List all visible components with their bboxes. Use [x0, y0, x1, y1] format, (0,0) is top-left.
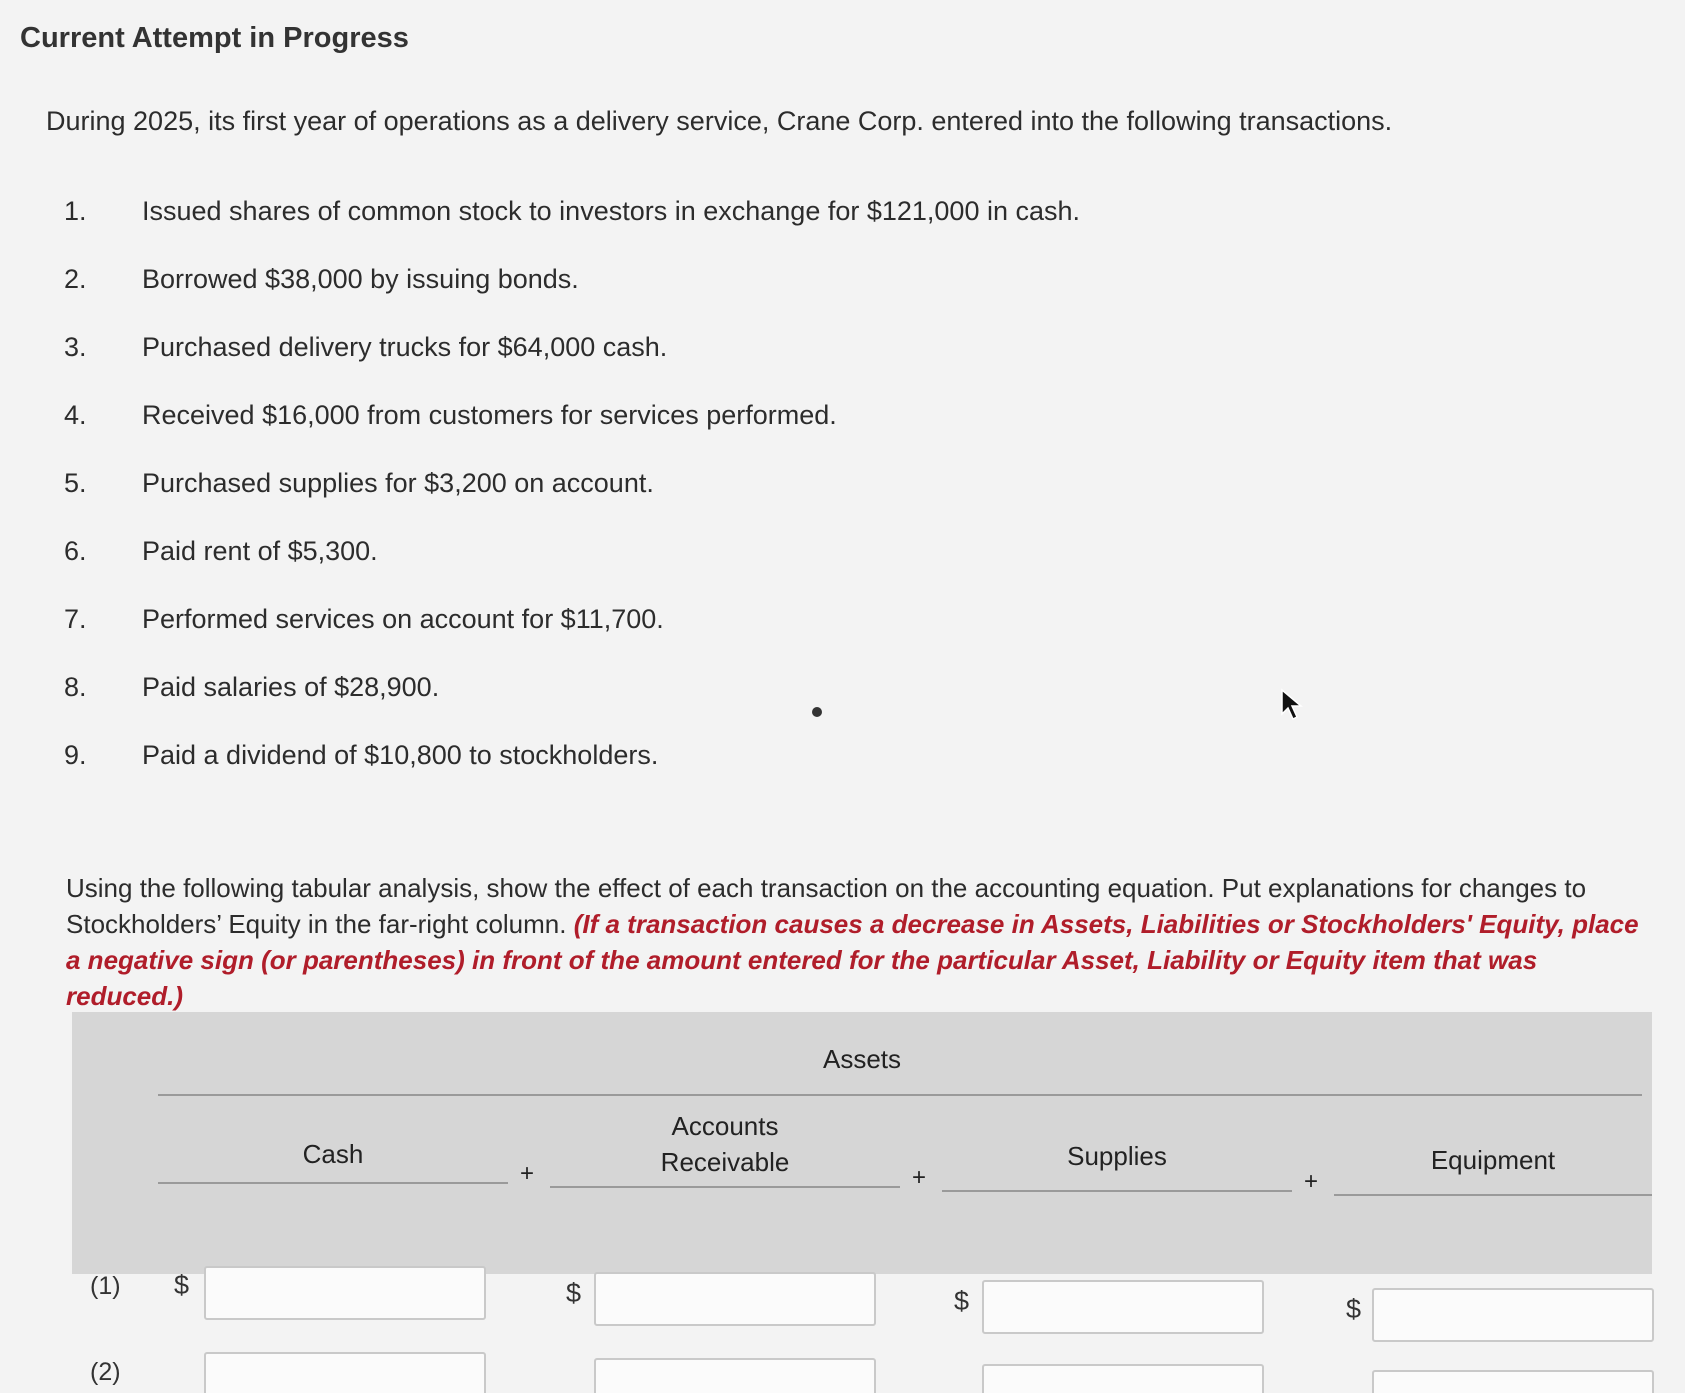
- column-underline: [1334, 1194, 1652, 1196]
- cash-input-row-2[interactable]: [204, 1352, 486, 1393]
- transaction-number: 2.: [64, 264, 87, 294]
- transaction-number: 1.: [64, 196, 87, 226]
- list-item: [60, 672, 1160, 740]
- instructions-text: Using the following tabular analysis, show the effect of each transaction on the accounting equation. Put explanations for changes to Stockholders’ Equity in the far-right column.: [66, 873, 1587, 939]
- list-item: [60, 536, 1160, 604]
- currency-symbol: $: [174, 1270, 190, 1300]
- cash-input-row-1[interactable]: [204, 1266, 486, 1320]
- assets-underline: [158, 1094, 1642, 1096]
- list-item: [60, 468, 1160, 536]
- plus-sign: +: [520, 1160, 535, 1187]
- accounts-receivable-input-row-2[interactable]: [594, 1358, 876, 1393]
- supplies-input-row-2[interactable]: [982, 1364, 1264, 1393]
- problem-intro: During 2025, its first year of operations as a delivery service, Crane Corp. entered into the following transactions.: [46, 106, 1393, 136]
- column-header-equipment: [1334, 1142, 1652, 1178]
- column-header-line2: Equipment: [1430, 1145, 1556, 1175]
- column-underline: [942, 1190, 1292, 1192]
- row-label: (1): [90, 1272, 121, 1300]
- transaction-number: 7.: [64, 604, 87, 634]
- tabular-analysis-header: [72, 1012, 1652, 1274]
- list-item: [60, 332, 1160, 400]
- accounts-receivable-input-row-1[interactable]: [594, 1272, 876, 1326]
- list-item: [60, 604, 1160, 672]
- transaction-number: 4.: [64, 400, 87, 430]
- currency-symbol: $: [1346, 1294, 1362, 1324]
- transaction-text: Paid rent of $5,300.: [142, 536, 378, 566]
- transaction-number: 8.: [64, 672, 87, 702]
- column-underline: [158, 1182, 508, 1184]
- column-underline: [550, 1186, 900, 1188]
- transaction-number: 5.: [64, 468, 87, 498]
- transaction-list: [60, 196, 1160, 808]
- transaction-number: 6.: [64, 536, 87, 566]
- transaction-text: Paid salaries of $28,900.: [142, 672, 440, 702]
- transaction-text: Borrowed $38,000 by issuing bonds.: [142, 264, 579, 294]
- supplies-input-row-1[interactable]: [982, 1280, 1264, 1334]
- bullet-dot: [812, 707, 822, 717]
- assets-group-label: Assets: [822, 1044, 902, 1074]
- column-header-accounts-receivable: [550, 1108, 900, 1180]
- currency-symbol: $: [954, 1286, 970, 1316]
- column-header-supplies: [942, 1138, 1292, 1174]
- instructions-emphasis: (If a transaction causes a decrease in Assets, Liabilities or Stockholders' Equity, place a negative sign (or parentheses) in front of the amount entered for the particular Asset, Liability or Equity item that was reduced.): [66, 909, 1639, 1011]
- transaction-text: Paid a dividend of $10,800 to stockholders.: [142, 740, 659, 770]
- list-item: [60, 264, 1160, 332]
- plus-sign: +: [912, 1164, 927, 1191]
- plus-sign: +: [1304, 1168, 1319, 1195]
- list-item: [60, 400, 1160, 468]
- row-label: (2): [90, 1358, 121, 1386]
- mouse-cursor-icon: [1280, 688, 1306, 722]
- equipment-input-row-1[interactable]: [1372, 1288, 1654, 1342]
- instructions: [66, 870, 1646, 1014]
- transaction-text: Purchased delivery trucks for $64,000 cash.: [142, 332, 668, 362]
- page-title: Current Attempt in Progress: [20, 22, 409, 54]
- transaction-number: 3.: [64, 332, 87, 362]
- equipment-input-row-2[interactable]: [1372, 1370, 1654, 1393]
- transaction-text: Received $16,000 from customers for services performed.: [142, 400, 837, 430]
- transaction-text: Performed services on account for $11,700.: [142, 604, 664, 634]
- column-header-line2: Supplies: [1067, 1141, 1167, 1171]
- list-item: [60, 740, 1160, 808]
- column-header-line2: Cash: [302, 1139, 364, 1169]
- column-header-cash: [158, 1136, 508, 1172]
- currency-symbol: $: [566, 1278, 582, 1308]
- transaction-text: Issued shares of common stock to investors in exchange for $121,000 in cash.: [142, 196, 1081, 226]
- column-header-line2: Receivable: [660, 1147, 790, 1177]
- transaction-text: Purchased supplies for $3,200 on account.: [142, 468, 654, 498]
- transaction-number: 9.: [64, 740, 87, 770]
- column-header-line1: Accounts: [671, 1111, 779, 1141]
- list-item: [60, 196, 1160, 264]
